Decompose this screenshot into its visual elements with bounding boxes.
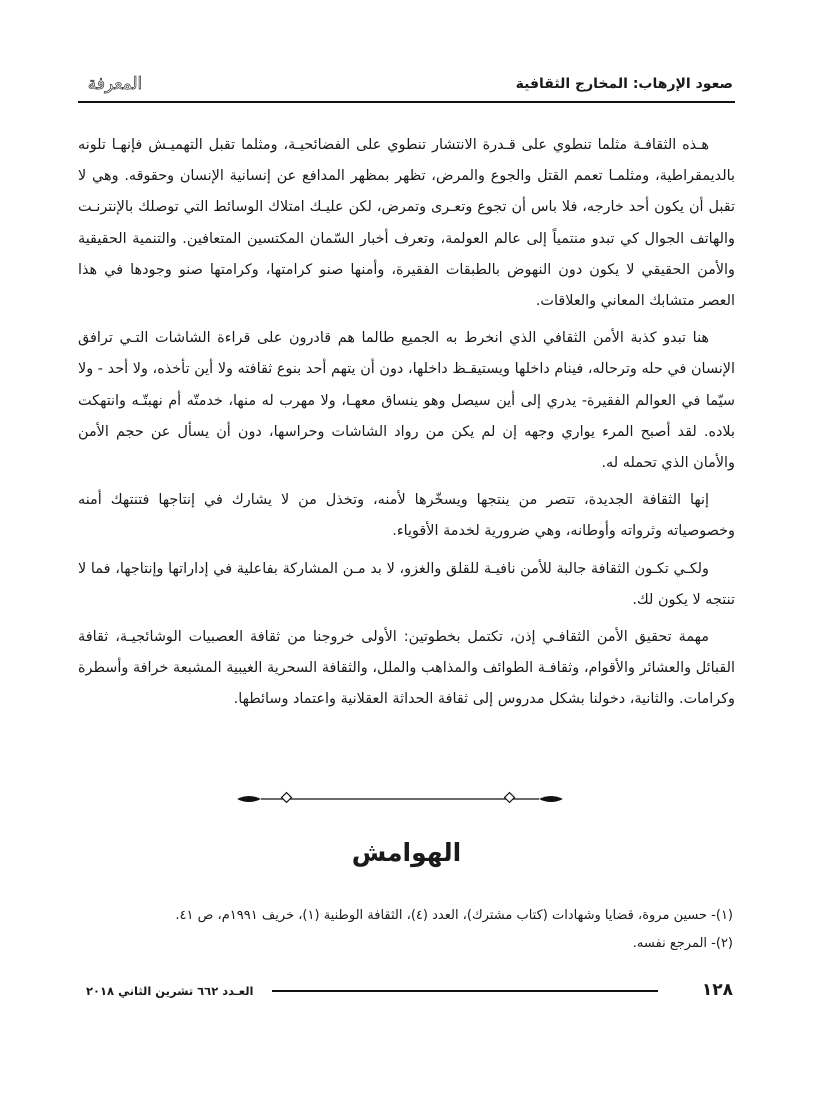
article-title: صعود الإرهاب: المخارج الثقافية (515, 76, 733, 92)
body-paragraph: هـذه الثقافـة مثلما تنطوي على قـدرة الانتشار تنطوي على الفضائحيـة، ومثلما تقبل التهميـش فإنهـا تلونه بالديمقراطية، ومثلمـا تعمم القتل والجوع والمرض، تظهر بمظهر المدافع عن إنسانية الإنسان وحقوقه. وهي لا تقبل أن يكون أحد خارجه، فلا باس أن تجوع وتعـرى وتمرض، لكن عليـك امتلاك الوسائط التي توصلك بالإنترنـت والهاتف الجوال كي تبدو منتمياً إلى عالم العولمة، وتعرف أخبار السّمان المكتسين المتعافين. والتنمية الحقيقية والأمن الحقيقي لا يكون دون النهوض بالطبقات الفقيرة، وأمنها صنو كرامتها، وكرامتها صنو وجودها في هذا العصر متشابك المعاني والعلاقات. (78, 137, 735, 310)
footer-divider (272, 990, 658, 992)
footnote: (٢)- المرجع نفسه. (632, 936, 733, 951)
footnote: (١)- حسين مروة، قضايا وشهادات (كتاب مشترك)، العدد (٤)، الثقافة الوطنية (١)، خريف ١٩٩١م، ص ٤١. (175, 908, 733, 923)
article-body (78, 130, 735, 722)
body-paragraph: ولكـي تكـون الثقافة جالبة للأمن نافيـة للقلق والغزو، لا بد مـن المشاركة بفاعلية في إداراتها وإنتاجها، فما لا تنتجه لا يكون لك. (78, 560, 735, 608)
body-paragraph: مهمة تحقيق الأمن الثقافـي إذن، تكتمل بخطوتين: الأولى خروجنا من ثقافة العصبيات الوشائجيـة، ثقافة القبائل والعشائر والأقوام، وثقافـة الطوائف والمذاهب والملل، والثقافة السحرية الغيبية المشبعة خرافة وأسطرة وكرامات. والثانية، دخولنا بشكل مدروس إلى ثقافة الحداثة العقلانية واعتماد وسائطها. (78, 629, 735, 708)
journal-logo (80, 70, 150, 96)
issue-info: العـدد ٦٦٢ تشرين الثاني ٢٠١٨ (86, 984, 254, 998)
ornament-divider (235, 787, 565, 811)
header-divider (78, 101, 735, 103)
journal-logo-text: المعرفة (87, 74, 143, 94)
footnotes (78, 902, 733, 958)
page-number: ١٢٨ (701, 980, 733, 1000)
body-paragraph: إنها الثقافة الجديدة، تتصر من ينتجها ويسخّرها لأمنه، وتخذل من لا يشارك في إنتاجها فتنتهك أمنه وخصوصياته وثرواته وأوطانه، وهي ضرورية لخدمة الأقوياء. (78, 492, 735, 540)
body-paragraph: هنا تبدو كذبة الأمن الثقافي الذي انخرط به الجميع طالما هم قادرون على قراءة الشاشات التـي ترافق الإنسان في حله وترحاله، فينام داخلها ويستيقـظ داخلها، دون أن يتهم أحد بنوع ثقافته ولا أين تأخذه، ولا أحد - ولا سيّما في العوالم الفقيرة- يدري إلى أين سيصل وهو ينساق معهـا، ولا مهرب له منها، خدمتّه أم نهبتّـه وانتهكت بلاده. لقد أصبح المرء يواري وجهه إن لم يكن من رواد الشاشات وحراسها، دون أن يسأل عن حجم الأمن والأمان الذي تحمله له. (78, 330, 735, 472)
notes-heading: الهوامش (351, 838, 462, 867)
